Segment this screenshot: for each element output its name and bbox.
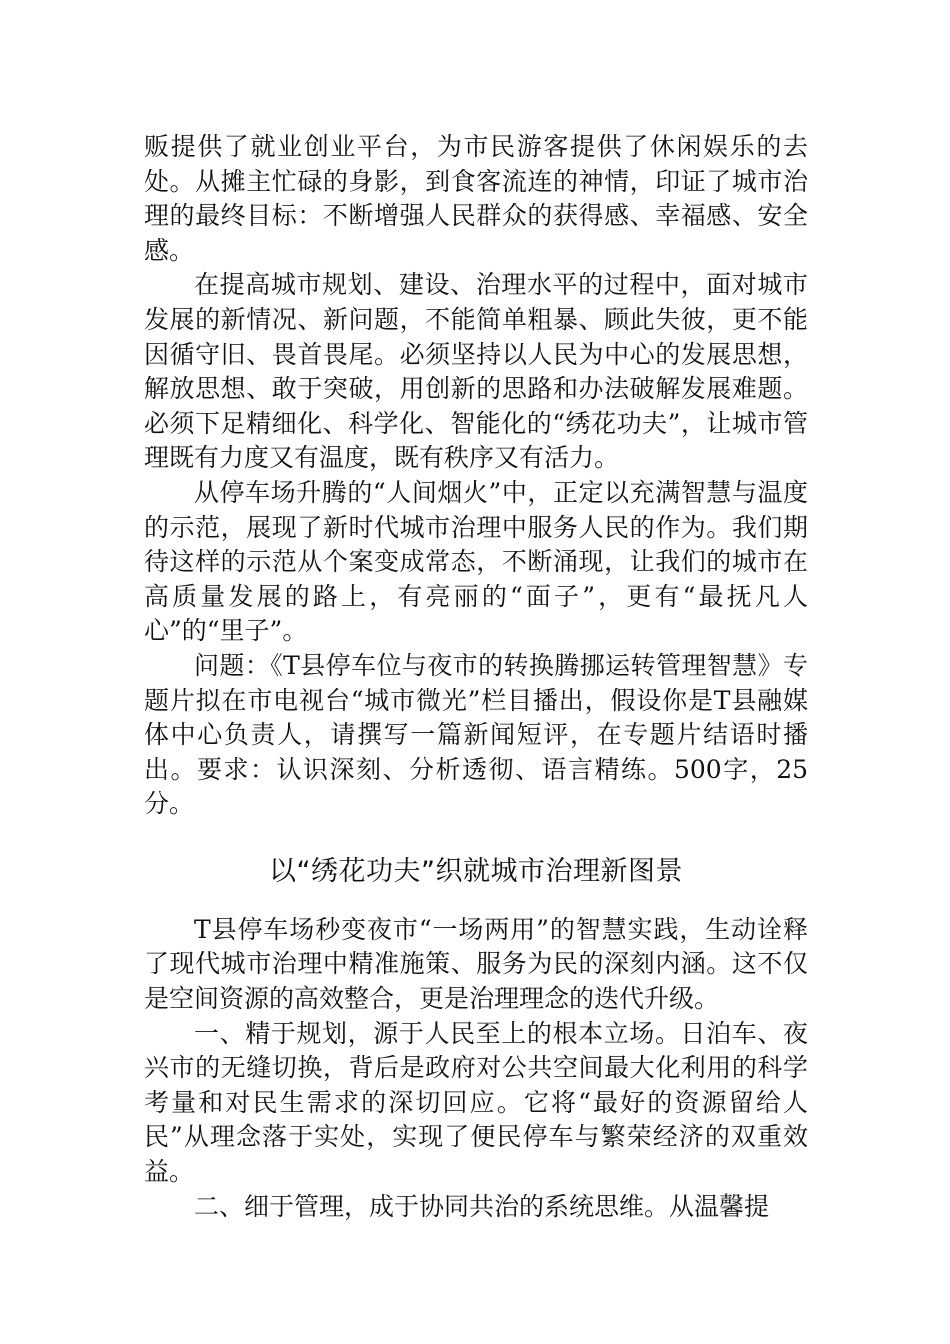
paragraph-zhengding-example: 从停车场升腾的“人间烟火”中，正定以充满智慧与温度的示范，展现了新时代城市治理中服务人民的作为。我们期待这样的示范从个案变成常态，不断涌现，让我们的城市在高质量发展的路上，有亮丽的“面子”，更有“最抚凡人心”的“里子”。	[144, 477, 808, 646]
paragraph-point-two: 二、细于管理，成于协同共治的系统思维。从温馨提	[194, 1191, 770, 1221]
paragraph-urban-planning: 在提高城市规划、建设、治理水平的过程中，面对城市发展的新情况、新问题，不能简单粗暴、顾此失彼，更不能因循守旧、畏首畏尾。必须坚持以人民为中心的发展思想，解放思想、敢于突破，用创新的思路和办法破解发展难题。必须下足精细化、科学化、智能化的“绣花功夫”，让城市管理既有力度又有温度，既有秩序又有活力。	[144, 270, 808, 473]
essay-title: 以“绣花功夫”织就城市治理新图景	[269, 855, 683, 887]
document-page	[144, 130, 808, 1224]
paragraph-question: 问题：《T县停车位与夜市的转换腾挪运转管理智慧》专题片拟在市电视台“城市微光”栏目播出，假设你是T县融媒体中心负责人，请撰写一篇新闻短评，在专题片结语时播出。要求：认识深刻、分析透彻、语言精练。500字，25分。	[144, 650, 808, 819]
paragraph-continuation: 贩提供了就业创业平台，为市民游客提供了休闲娱乐的去处。从摊主忙碌的身影，到食客流连的神情，印证了城市治理的最终目标：不断增强人民群众的获得感、幸福感、安全感。	[144, 132, 808, 265]
paragraph-intro: T县停车场秒变夜市“一场两用”的智慧实践，生动诠释了现代城市治理中精准施策、服务为民的深刻内涵。这不仅是空间资源的高效整合，更是治理理念的迭代升级。	[144, 914, 808, 1014]
paragraph-point-one: 一、精于规划，源于人民至上的根本立场。日泊车、夜兴市的无缝切换，背后是政府对公共空间最大化利用的科学考量和对民生需求的深切回应。它将“最好的资源留给人民”从理念落于实处，实现了便民停车与繁荣经济的双重效益。	[144, 1018, 808, 1187]
